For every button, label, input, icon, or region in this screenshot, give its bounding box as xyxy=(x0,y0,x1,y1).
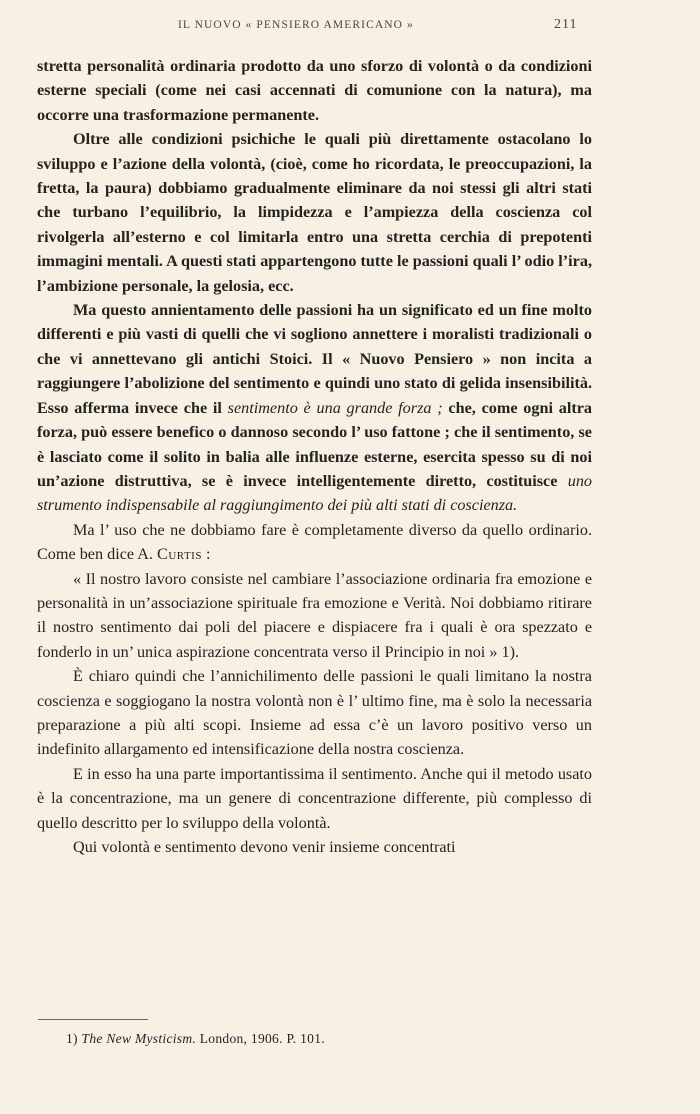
running-head xyxy=(0,13,700,39)
text-segment: stretta personalità ordinaria prodotto da uno sforzo di volontà o da condizioni esterne speciali (come nei casi accennati di comunione con la natura), ma occorre una trasformazione permanente. xyxy=(37,57,592,124)
paragraph-e-in-esso xyxy=(37,762,592,835)
footnote-details: London, 1906. P. 101. xyxy=(199,1031,325,1046)
paragraph-qui-volonta xyxy=(37,835,592,859)
text-segment: Curtis xyxy=(157,545,202,564)
paragraph-continuation xyxy=(37,54,592,127)
footnote-marker: 1) xyxy=(66,1031,78,1046)
text-segment: : xyxy=(201,545,211,564)
running-head-title: IL NUOVO « PENSIERO AMERICANO » xyxy=(178,19,414,31)
footnote-book-title: The New Mysticism. xyxy=(81,1031,197,1046)
text-segment: È chiaro quindi che l’annichilimento delle passioni le quali limitano la nostra coscienza e soggiogano la nostra volontà non è l’ ultimo fine, ma è solo la necessaria preparazione a più alti scopi. Insieme ad essa c’è un lavoro positivo verso un indefinito allargamento ed intensificazione della nostra coscienza. xyxy=(37,667,592,759)
text-segment: Oltre alle condizioni psichiche le quali più direttamente ostacolano lo sviluppo e l’azione della volontà, (cioè, come ho ricordata, le preoccupazioni, la fretta, la paura) dobbiamo gradualmente eliminare da noi stessi gli altri stati che turbano l’equilibrio, la limpidezza e l’ampiezza della coscienza col rivolgerla all’esterno e col limitarla entro una stretta cerchia di prepotenti immagini mentali. A questi stati appartengono tutte le passioni quali l’ odio l’ira, l’ambizione personale, la gelosia, ecc. xyxy=(37,130,592,295)
text-segment: « Il nostro lavoro consiste nel cambiare l’associazione ordinaria fra emozione e personalità in un’associazione spirituale fra emozione e Verità. Noi dobbiamo ritirare il nostro sentimento dai poli del piacere e dispiacere fra i quali è ora spezzato e fonderlo in un’ unica aspirazione concentrata verso il Principio in noi » 1). xyxy=(37,569,592,661)
text-segment: E in esso ha una parte importantissima il sentimento. Anche qui il metodo usato è la concentrazione, ma un genere di concentrazione differente, più complesso di quello descritto per lo sviluppo della volontà. xyxy=(37,764,592,832)
text-segment: uno strumento indispensabile al raggiungimento dei più alti stati di coscienza. xyxy=(37,471,592,515)
page-number: 211 xyxy=(554,17,578,32)
paragraph-quote xyxy=(37,567,592,665)
body-text xyxy=(37,54,592,859)
text-segment: che, come ogni altra forza, può essere benefico o dannoso secondo l’ uso fattone ; che il sentimento, se è lasciato come il solito in balia alle influenze esterne, esercita spesso su di noi un’azione distruttiva, se è invece intelligentemente diretto, costituisce xyxy=(37,398,592,490)
footnote-divider xyxy=(38,1019,148,1020)
text-segment: Ma questo annientamento delle passioni ha un significato ed un fine molto differenti e più vasti di quelli che vi sogliono annettere i moralisti tradizionali o che vi annettevano gli antichi Stoici. Il « Nuovo Pensiero » non incita a raggiungere l’abolizione del sentimento e quindi uno stato di gelida insensibilità. Esso afferma invece che il xyxy=(37,301,592,417)
footnote xyxy=(66,1031,325,1047)
text-segment: Ma l’ uso che ne dobbiamo fare è completamente diverso da quello ordinario. Come ben dice A. xyxy=(37,520,592,564)
text-segment: sentimento è una grande forza ; xyxy=(227,398,443,417)
paragraph-e-chiaro xyxy=(37,664,592,762)
paragraph-ma-luso xyxy=(37,518,592,567)
paragraph-oltre xyxy=(37,127,592,298)
text-segment: Qui volontà e sentimento devono venir insieme concentrati xyxy=(73,838,456,856)
paragraph-ma-questo xyxy=(37,298,592,518)
